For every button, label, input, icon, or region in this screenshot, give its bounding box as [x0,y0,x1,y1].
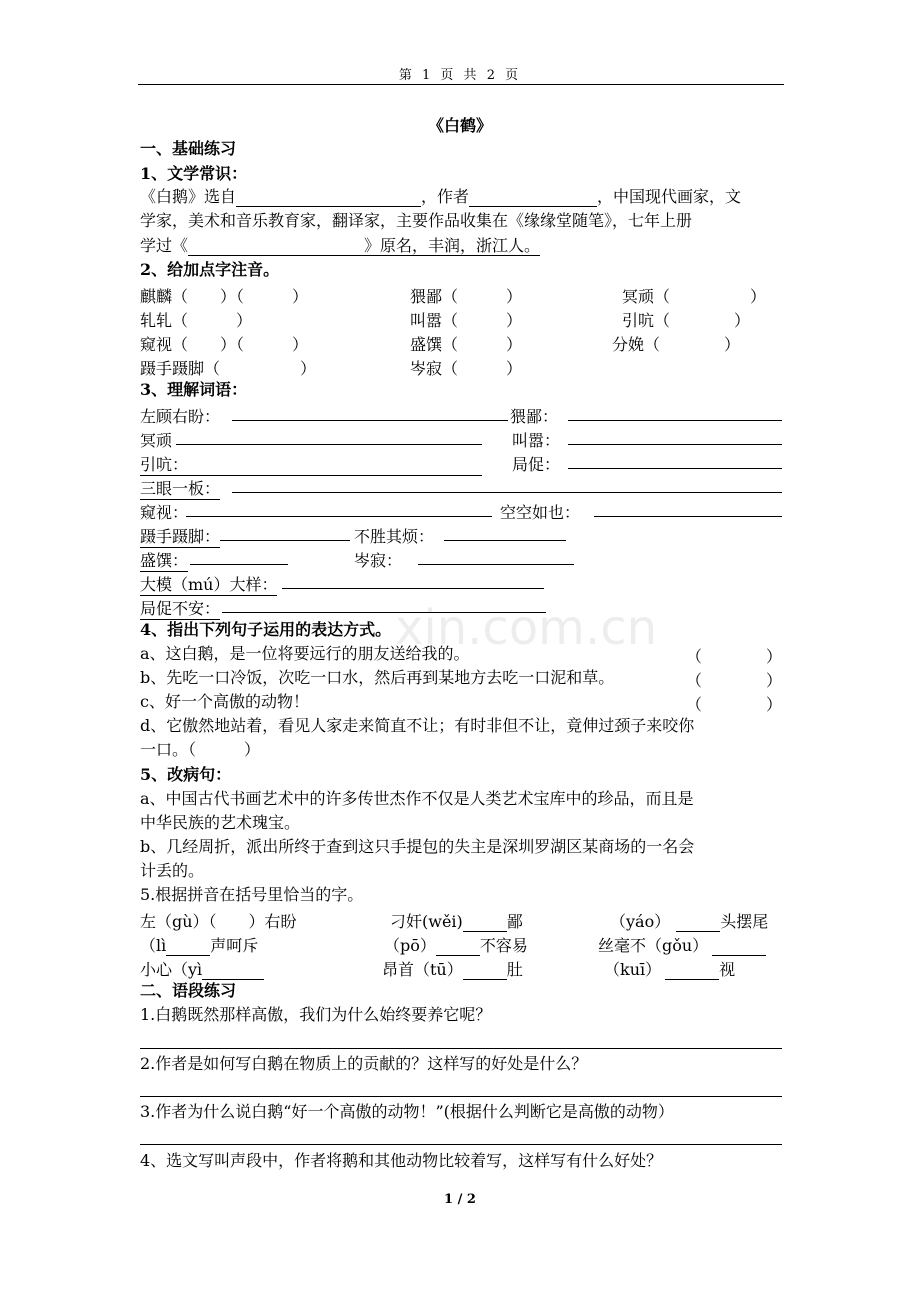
document-title: 《白鹤》 [427,116,492,135]
q1-text: 》原名，丰润，浙江人。 [364,236,541,255]
pinyin-text: 视 [719,960,736,979]
pinyin-item[interactable]: 岑寂（ ） [410,359,523,378]
pinyin-text: 丝毫不（gǒu） [598,936,709,955]
pinyin-item[interactable]: 盛馔（ ） [410,335,523,354]
pinyin-text: 头摆尾 [720,912,769,931]
page-footer: 1 / 2 [444,1192,476,1207]
pinyin-text: 小心（yì [140,960,203,979]
q5-heading: 5、改病句： [140,765,232,784]
char-blank[interactable] [712,939,766,956]
char-blank[interactable] [166,939,210,956]
term-label: 局促： [512,455,561,474]
pinyin-item[interactable]: 分娩（ ） [612,335,741,354]
q1-line3 [140,236,540,256]
pinyin-item[interactable]: 麒麟（ ）（ ） [140,287,309,306]
answer-blank[interactable] [568,468,782,469]
answer-blank[interactable] [176,444,482,445]
pinyin-item[interactable]: 冥顽（ ） [622,287,767,306]
pinyin-text: 昂首（tū） [382,960,463,979]
term-label: 引吭： [140,452,482,476]
pinyin-item[interactable]: 叫嚣（ ） [410,311,523,330]
pinyin-item[interactable]: 蹑手蹑脚（ ） [140,359,317,378]
pinyin-text: 鄙 [506,912,523,931]
answer-paren[interactable]: （ ） [686,671,783,690]
q4-item-d-cont[interactable]: 一口。（ ） [140,740,261,759]
title-blank[interactable] [188,239,364,256]
term-label: 岑寂： [354,551,403,570]
passage-question: 1.白鹅既然那样高傲，我们为什么始终要养它呢？ [140,1005,492,1024]
term-label: 盛馔： [140,548,188,572]
passage-question: 2.作者是如何写白鹅在物质上的贡献的？这样写的好处是什么？ [140,1054,588,1073]
header-rule [138,84,784,85]
q4-item-c: c、好一个高傲的动物！ [140,692,309,711]
author-blank[interactable] [469,190,597,207]
q4-item-b: b、先吃一口冷饭，次吃一口水，然后再到某地方去吃一口泥和草。 [140,668,615,687]
pinyin-fill[interactable] [140,933,258,956]
pinyin-text: 不容易 [479,936,528,955]
char-blank[interactable] [463,963,507,980]
q5-item-a: a、中国古代书画艺术中的许多传世杰作不仅是人类艺术宝库中的珍品，而且是 [140,789,694,808]
q1-text: 《白鹅》选自 [140,187,237,206]
passage-question: 4、选文写叫声段中，作者将鹅和其他动物比较着写，这样写有什么好处？ [140,1151,663,1170]
q4-item-d: d、它傲然地站着，看见人家走来简直不让；有时非但不让，竟伸过颈子来咬你 [140,716,695,735]
answer-blank[interactable] [220,540,350,541]
answer-paren[interactable]: （ ） [686,695,783,714]
term-label: 空空如也： [500,503,581,522]
watermark: xin.com.cn [395,600,658,656]
pinyin-fill[interactable] [610,909,768,932]
section2-heading: 二、语段练习 [140,981,237,1000]
pinyin-item[interactable]: 引吭（ ） [622,311,751,330]
q4-heading: 4、指出下列句子运用的表达方式。 [140,620,392,639]
pinyin-item[interactable]: 窥视（ ）（ ） [140,335,309,354]
pinyin-fill[interactable] [604,957,735,980]
pinyin-item[interactable]: 猥鄙（ ） [410,287,523,306]
char-blank[interactable] [202,963,264,980]
q1-line2: 学家，美术和音乐教育家，翻译家，主要作品收集在《缘缘堂随笔》，七年上册 [140,211,693,230]
answer-blank[interactable] [186,516,492,517]
char-blank[interactable] [676,915,720,932]
answer-line[interactable] [140,1048,782,1049]
pinyin-fill[interactable] [382,957,523,980]
term-label: 窥视： [140,503,189,522]
q5-item-b-cont: 计丢的。 [140,861,205,880]
pinyin-fill[interactable] [598,933,766,956]
term-label: 叫嚣： [512,431,561,450]
q4-item-a: a、这白鹅，是一位将要远行的朋友送给我的。 [140,644,470,663]
term-label: 大模（mú）大样： [140,572,277,596]
pinyin-text: （lì [140,936,167,955]
term-label: 蹑手蹑脚： [140,524,220,548]
q1-heading: 1、文学常识： [140,164,248,183]
q1-text: 学过《 [140,236,189,255]
term-label: 冥顽 [140,431,173,450]
pinyin-fill[interactable] [384,933,528,956]
answer-line[interactable] [140,1096,782,1097]
pinyin-text: 肚 [506,960,523,979]
term-label: 猥鄙： [510,407,559,426]
term-label: 三眼一板： [140,476,220,500]
pinyin-text: （yáo） [610,912,671,931]
pinyin-fill[interactable] [140,957,264,980]
pinyin-fill[interactable]: 左（gù）（ ）右盼 [140,912,297,931]
answer-blank[interactable] [568,420,782,421]
q1-text: ，作者 [421,187,470,206]
answer-blank[interactable] [282,588,544,589]
pinyin-text: 刁奸(wěi) [390,912,463,931]
pinyin-text: （kuī） [604,960,662,979]
answer-blank[interactable] [418,564,574,565]
q1-line1 [140,187,741,207]
answer-blank[interactable] [594,516,782,517]
answer-blank[interactable] [444,540,566,541]
answer-blank[interactable] [568,444,782,445]
answer-blank[interactable] [232,492,782,493]
pinyin-text: 声呵斥 [210,936,259,955]
answer-blank[interactable] [190,564,288,565]
char-blank[interactable] [665,963,719,980]
term-label: 局促不安： [140,596,220,620]
q2-heading: 2、给加点字注音。 [140,260,280,279]
pinyin-item[interactable]: 轧轧（ ） [140,311,253,330]
q5-item-b: b、几经周折，派出所终于查到这只手提包的失主是深圳罗湖区某商场的一名会 [140,837,695,856]
q6-heading: 5.根据拼音在括号里恰当的字。 [140,885,364,904]
answer-paren[interactable]: （ ） [686,647,783,666]
answer-blank[interactable] [232,420,508,421]
answer-line[interactable] [140,1144,782,1145]
page-header: 第 1 页 共 2 页 [398,68,522,83]
section1-heading: 一、基础练习 [140,139,237,158]
char-blank[interactable] [436,939,480,956]
pinyin-text: （pō） [384,936,436,955]
term-label: 左顾右盼： [140,407,221,426]
q5-item-a-cont: 中华民族的艺术瑰宝。 [140,813,301,832]
q3-heading: 3、理解词语： [140,380,248,399]
q1-text: ，中国现代画家，文 [597,187,742,206]
term-label: 不胜其烦： [354,527,435,546]
pinyin-fill[interactable] [390,909,523,932]
source-blank[interactable] [236,190,421,207]
char-blank[interactable] [463,915,507,932]
passage-question: 3.作者为什么说白鹅“好一个高傲的动物！”(根据什么判断它是高傲的动物） [140,1102,674,1121]
